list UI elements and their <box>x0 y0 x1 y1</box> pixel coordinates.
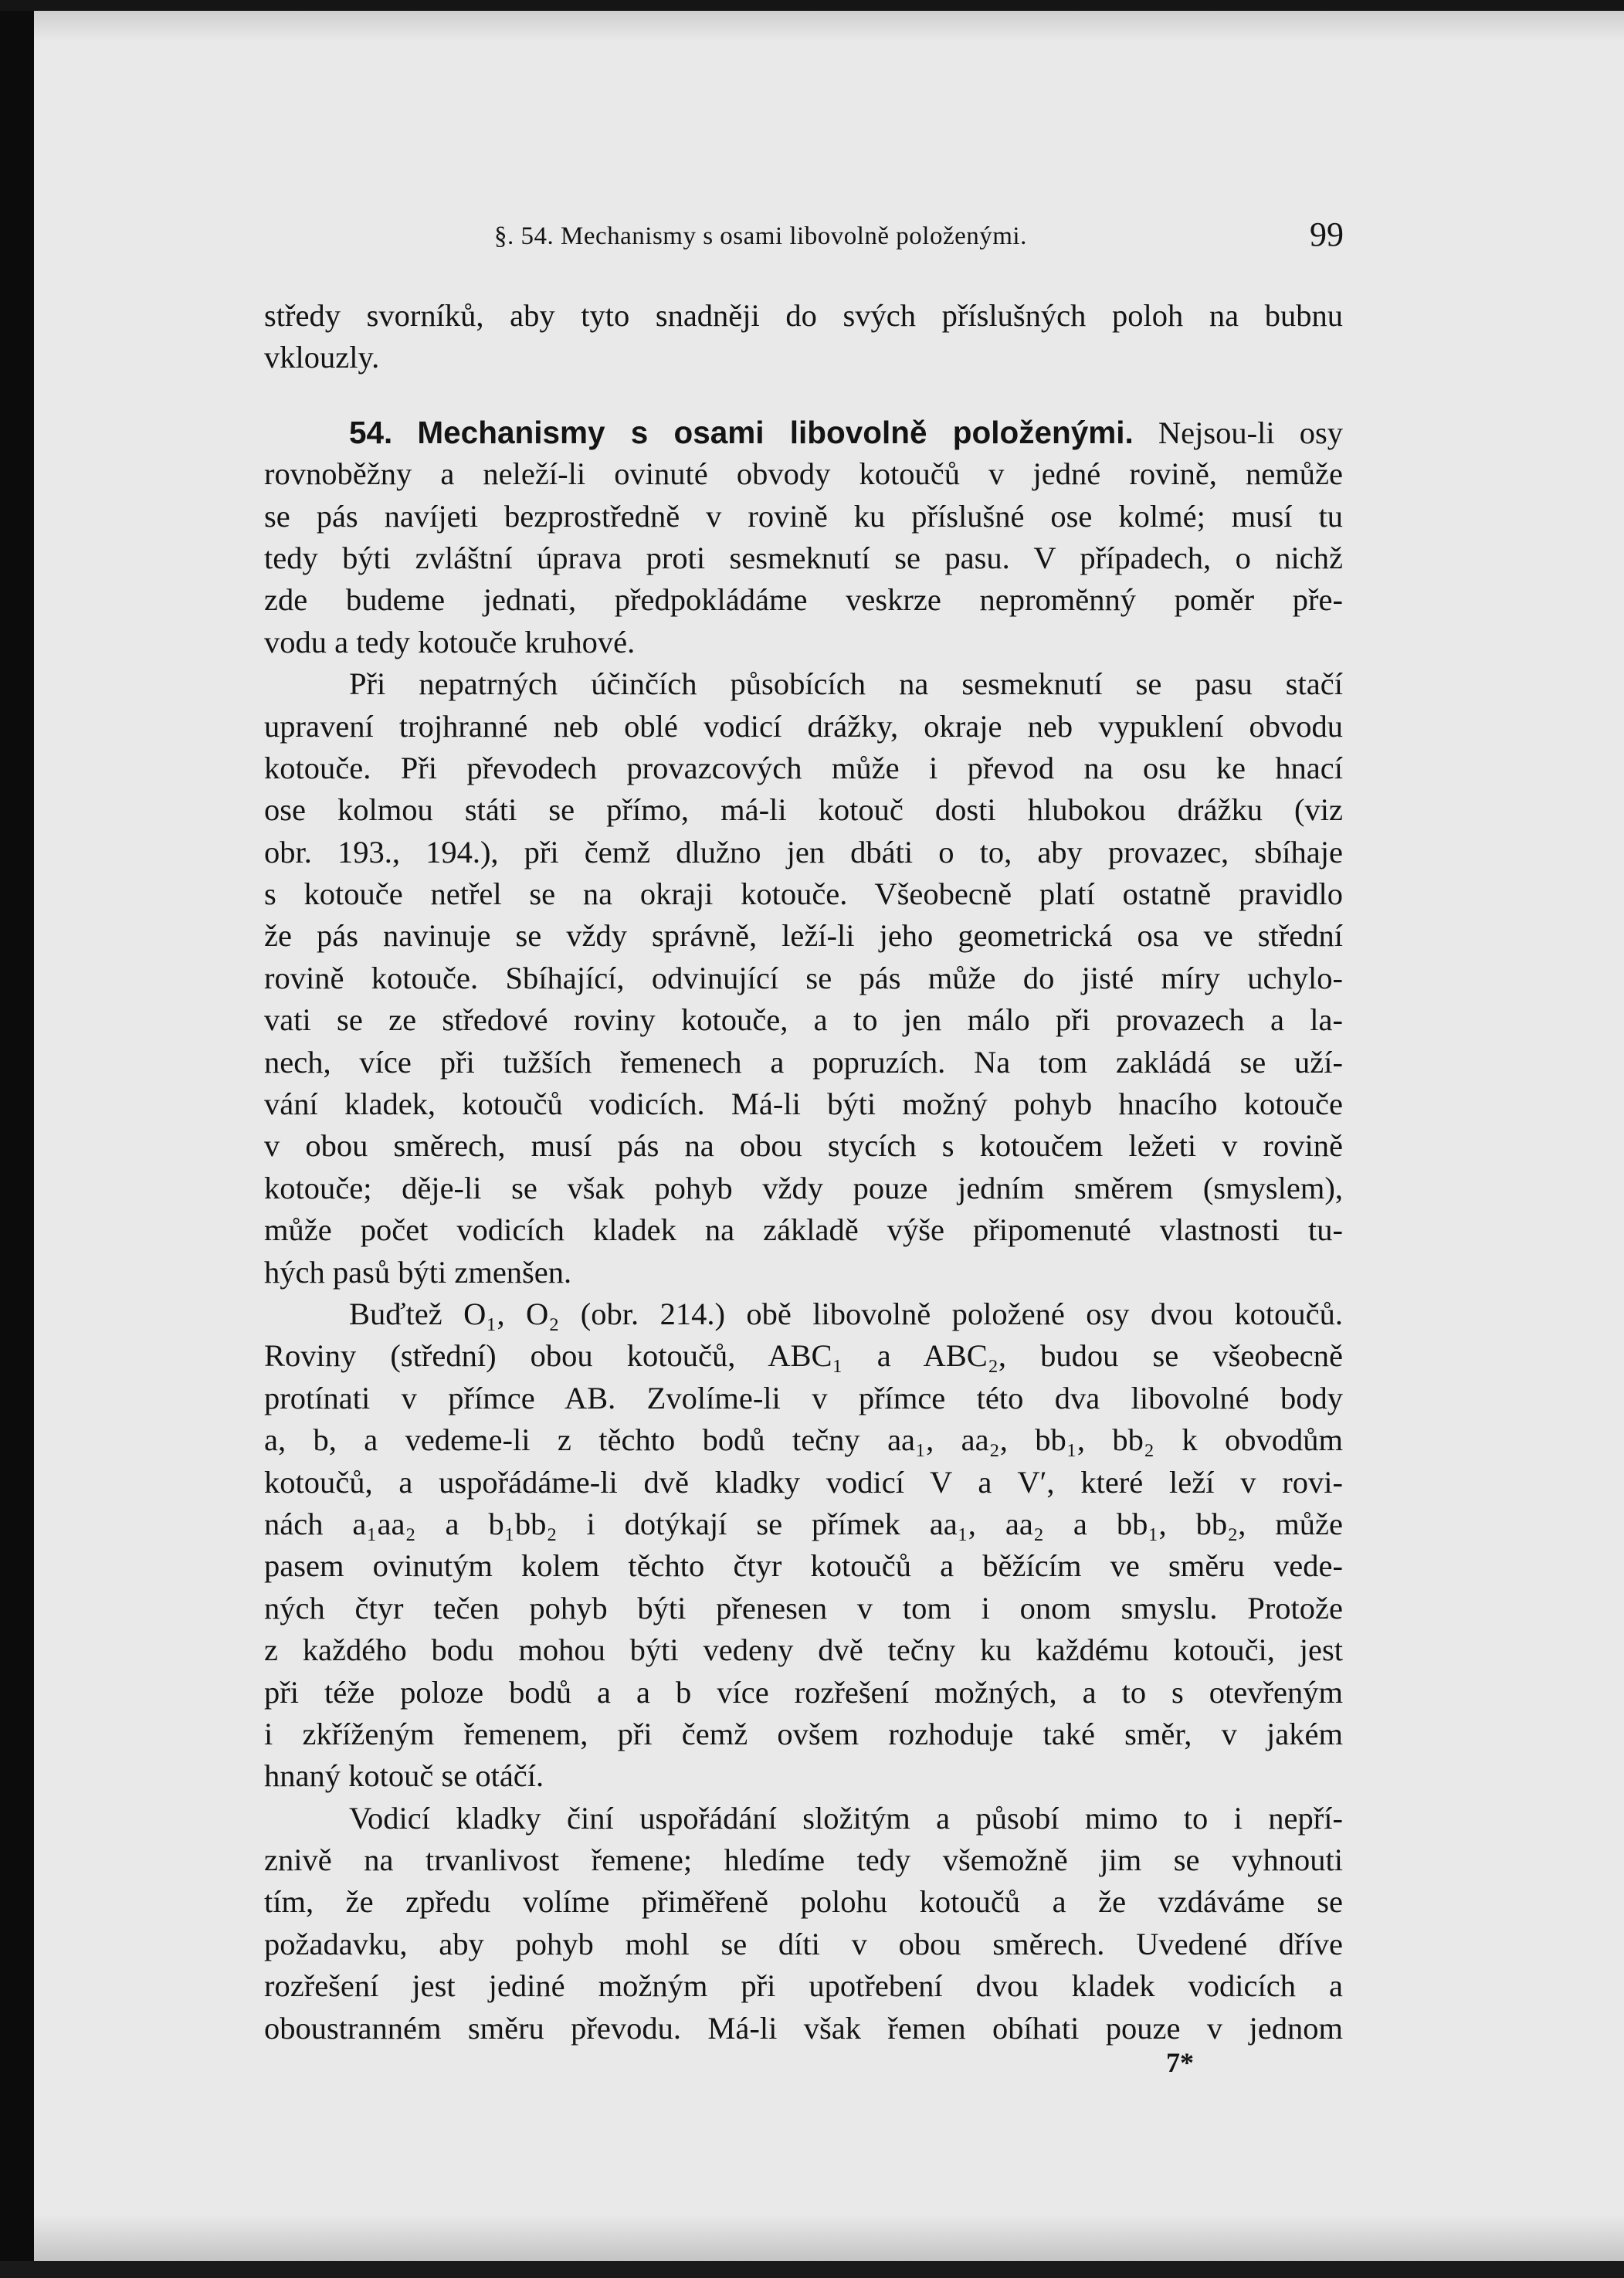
text-line: že pás navinuje se vždy správně, leží-li jeho geometrická osa ve střední <box>264 918 1343 954</box>
text-line: hých pasů býti zmenšen. <box>264 1254 572 1290</box>
text-line: rovině kotouče. Sbíhající, odvinující se pás může do jisté míry uchylo- <box>264 960 1343 995</box>
text-line: pasem ovinutým kolem těchto čtyr kotoučů a běžícím ve směru vede- <box>264 1548 1343 1584</box>
text-line: Při nepatrných účinčích působících na sesmeknutí se pasu stačí <box>349 666 1343 702</box>
text-line: kotoučů, a uspořádáme-li dvě kladky vodicí V a V′, které leží v rovi- <box>264 1464 1343 1500</box>
section-number: 54. <box>349 414 393 450</box>
text-line: se pás navíjeti bezprostředně v rovině ku příslušné ose kolmé; musí tu <box>264 498 1343 534</box>
text-line: protínati v přímce AB. Zvolíme-li v přímce této dva libovolné body <box>264 1380 1343 1415</box>
text-line: rovnoběžny a neleží-li ovinuté obvody kotoučů v jedné rovině, nemůže <box>264 456 1343 492</box>
section-title: Mechanismy s osami libovolně položenými. <box>417 414 1134 450</box>
text-line: vání kladek, kotoučů vodicích. Má-li býti možný pohyb hnacího kotouče <box>264 1086 1343 1122</box>
text-line: může počet vodicích kladek na základě výše připomenuté vlastnosti tu- <box>264 1212 1343 1248</box>
scan-border-left <box>0 0 34 2278</box>
text-line: středy svorníků, aby tyto snadněji do svých příslušných poloh na bubnu <box>264 298 1343 333</box>
text-line: kotouče; děje-li se však pohyb vždy pouze jedním směrem (smyslem), <box>264 1170 1343 1205</box>
text-line: upravení trojhranné neb oblé vodicí drážky, okraje neb vypuklení obvodu <box>264 708 1343 744</box>
text-line: Roviny (střední) obou kotoučů, ABC₁ a ABC₂, budou se všeobecně <box>264 1338 1343 1374</box>
text-line: kotouče. Při převodech provazcových může i převod na osu ke hnací <box>264 750 1343 785</box>
text-line: požadavku, aby pohyb mohl se díti v obou směrech. Uvedené dříve <box>264 1926 1343 1961</box>
page-header <box>263 215 1344 261</box>
scan-border-top <box>0 0 1624 11</box>
running-head: §. 54. Mechanismy s osami libovolně položenými. <box>494 222 1027 250</box>
section-heading-line <box>264 412 1343 453</box>
scan-shadow-bottom <box>34 2215 1624 2261</box>
text-line: zde budeme jednati, předpokládáme veskrze nepromĕnný poměr pře- <box>264 582 1343 618</box>
text-line: Buďtež O₁, O₂ (obr. 214.) obě libovolně položené osy dvou kotoučů. <box>349 1296 1343 1331</box>
text-line: nách a₁aa₂ a b₁bb₂ i dotýkají se přímek aa₁, aa₂ a bb₁, bb₂, může <box>264 1506 1343 1541</box>
scan-shadow-top <box>34 11 1624 42</box>
text-fragment: Nejsou-li osy <box>1158 415 1343 450</box>
text-line: tím, že zpředu volíme přiměřeně polohu kotoučů a že vzdáváme se <box>264 1884 1343 1920</box>
text-line: tedy býti zvláštní úprava proti sesmeknutí se pasu. V případech, o nichž <box>264 540 1343 575</box>
page-number: 99 <box>1310 215 1344 253</box>
scan-border-bottom <box>0 2261 1624 2278</box>
text-line: vati se ze středové roviny kotouče, a to jen málo při provazech a la- <box>264 1002 1343 1038</box>
text-line: ných čtyr tečen pohyb býti přenesen v tom i onom smyslu. Protože <box>264 1590 1343 1625</box>
text-line: a, b, a vedeme-li z těchto bodů tečny aa₁, aa₂, bb₁, bb₂ k obvodům <box>264 1422 1343 1458</box>
text-line: znivě na trvanlivost řemene; hledíme tedy všemožně jim se vyhnouti <box>264 1842 1343 1878</box>
text-line: Vodicí kladky činí uspořádání složitým a působí mimo to i nepří- <box>349 1800 1343 1836</box>
text-line: oboustranném směru převodu. Má-li však řemen obíhati pouze v jednom <box>264 2010 1343 2046</box>
signature-mark: 7* <box>1166 2047 1194 2078</box>
page-body <box>264 295 1343 2049</box>
text-line: obr. 193., 194.), při čemž dlužno jen dbáti o to, aby provazec, sbíhaje <box>264 834 1343 870</box>
text-line: při téže poloze bodů a a b více rozřešení možných, a to s otevřeným <box>264 1674 1343 1710</box>
text-line: v obou směrech, musí pás na obou stycích s kotoučem ležeti v rovině <box>264 1128 1343 1164</box>
text-line: vodu a tedy kotouče kruhové. <box>264 624 636 659</box>
text-line: hnaný kotouč se otáčí. <box>264 1758 544 1794</box>
text-line: i zkříženým řemenem, při čemž ovšem rozhoduje také směr, v jakém <box>264 1716 1343 1751</box>
text-line: s kotouče netřel se na okraji kotouče. Všeobecně platí ostatně pravidlo <box>264 876 1343 912</box>
text-line: ose kolmou státi se přímo, má-li kotouč dosti hlubokou drážku (viz <box>264 792 1343 828</box>
text-line: nech, více při tužších řemenech a popruzích. Na tom zakládá se uží- <box>264 1044 1343 1080</box>
text-line: vklouzly. <box>264 340 380 375</box>
text-line: z každého bodu mohou býti vedeny dvě tečny ku každému kotouči, jest <box>264 1632 1343 1668</box>
text-line: rozřešení jest jediné možným při upotřebení dvou kladek vodicích a <box>264 1968 1343 2004</box>
